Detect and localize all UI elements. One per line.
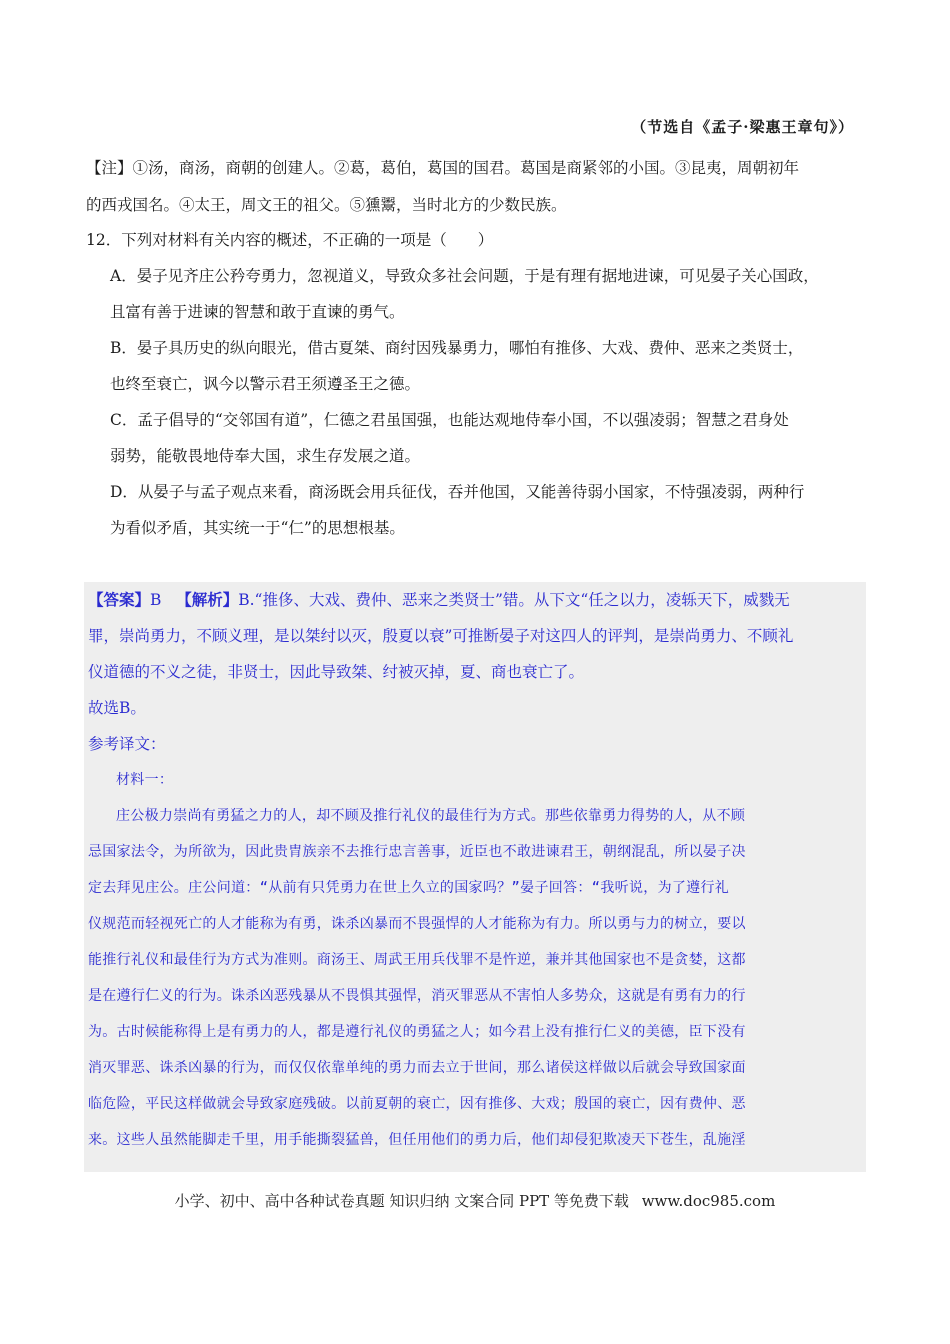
option-a[interactable] — [86, 258, 866, 330]
translation-line: 能推行礼仪和最佳行为方式为准则。商汤王、周武王用兵伐罪不是忤逆，兼并其他国家也不是贪婪，这都 — [88, 952, 746, 968]
footer-link[interactable]: www.doc985.com — [641, 1192, 776, 1210]
translation-line: 消灭罪恶、诛杀凶暴的行为，而仅仅依靠单纯的勇力而去立于世间，那么诸侯这样做以后就会导致国家面 — [88, 1060, 746, 1076]
option-text: C．孟子倡导的“交邻国有道”，仁德之君虽国强，也能达观地侍奉小国，不以强凌弱；智慧之君身处 — [110, 411, 789, 429]
annotation-notes — [86, 150, 866, 224]
translation-line: 仪规范而轻视死亡的人才能称为有勇，诛杀凶暴而不畏强悍的人才能称为有力。所以勇与力的树立，要以 — [88, 916, 746, 932]
translation-line: 为。古时候能称得上是有勇力的人，都是遵行礼仪的勇猛之人；如今君上没有推行仁义的美德，臣下没有 — [88, 1024, 746, 1040]
option-text: 且富有善于进谏的智慧和敢于直谏的勇气。 — [110, 303, 405, 321]
note-line: 【注】①汤，商汤，商朝的创建人。②葛，葛伯，葛国的国君。葛国是商紧邻的小国。③昆夷，周朝初年 — [86, 159, 800, 177]
analysis-text: B.“推侈、大戏、费仲、恶来之类贤士”错。从下文“任之以力，凌轹天下，威戮无 — [238, 591, 790, 609]
option-text: B．晏子具历史的纵向眼光，借古夏桀、商纣因残暴勇力，哪怕有推侈、大戏、费仲、恶来之类贤士， — [110, 339, 804, 357]
question-12 — [86, 222, 866, 546]
question-stem: 12．下列对材料有关内容的概述，不正确的一项是（ ） — [86, 231, 494, 249]
analysis-text: 罪，崇尚勇力，不顾义理，是以桀纣以灭，殷夏以衰”可推断晏子对这四人的评判，是崇尚勇力、不顾礼 — [88, 627, 794, 645]
answer-section — [84, 582, 866, 1172]
material-title: 材料一： — [116, 772, 174, 788]
option-c[interactable] — [86, 402, 866, 474]
translation-line: 定去拜见庄公。庄公问道：“从前有只凭勇力在世上久立的国家吗？”晏子回答：“我听说，为了遵行礼 — [88, 880, 730, 896]
answer-line — [84, 582, 866, 618]
option-d[interactable] — [86, 474, 866, 546]
translation-line: 忌国家法令，为所欲为，因此贵胄族亲不去推行忠言善事，近臣也不敢进谏君王，朝纲混乱，所以晏子决 — [88, 844, 746, 860]
option-text: D．从晏子与孟子观点来看，商汤既会用兵征伐，吞并他国，又能善待弱小国家，不恃强凌弱，两种行 — [110, 483, 805, 501]
conclusion: 故选B。 — [88, 699, 146, 717]
page-footer — [0, 1190, 950, 1211]
option-text: 为看似矛盾，其实统一于“仁”的思想根基。 — [110, 519, 405, 537]
translation-line: 是在遵行仁义的行为。诛杀凶恶残暴从不畏惧其强悍，消灭罪恶从不害怕人多势众，这就是有勇有力的行 — [88, 988, 746, 1004]
note-line: 的西戎国名。④太王，周文王的祖父。⑤獯鬻，当时北方的少数民族。 — [86, 196, 567, 214]
analysis-text: 仪道德的不义之徒，非贤士，因此导致桀、纣被灭掉，夏、商也衰亡了。 — [88, 663, 585, 681]
source-citation: （节选自《孟子·梁惠王章句》） — [631, 118, 854, 136]
option-text: A．晏子见齐庄公矜夸勇力，忽视道义，导致众多社会问题，于是有理有据地进谏，可见晏子关心国政， — [110, 267, 819, 285]
translation-line: 来。这些人虽然能脚走千里，用手能撕裂猛兽，但任用他们的勇力后，他们却侵犯欺凌天下苍生，乱施淫 — [88, 1132, 746, 1148]
option-text: 弱势，能敬畏地侍奉大国，求生存发展之道。 — [110, 447, 421, 465]
option-b[interactable] — [86, 330, 866, 402]
footer-text: 小学、初中、高中各种试卷真题 知识归纳 文案合同 PPT 等免费下载 — [174, 1192, 629, 1210]
answer-tag: 【答案】 — [88, 590, 151, 609]
translation-line: 庄公极力崇尚有勇猛之力的人，却不顾及推行礼仪的最佳行为方式。那些依靠勇力得势的人，从不顾 — [116, 808, 746, 824]
analysis-tag: 【解析】 — [176, 590, 239, 609]
reference-title: 参考译文： — [88, 735, 166, 753]
translation-line: 临危险，平民这样做就会导致家庭残破。以前夏朝的衰亡，因有推侈、大戏；殷国的衰亡，因有费仲、恶 — [88, 1096, 746, 1112]
option-text: 也终至衰亡，讽今以警示君王须遵圣王之德。 — [110, 375, 421, 393]
answer-value: B — [150, 591, 162, 609]
